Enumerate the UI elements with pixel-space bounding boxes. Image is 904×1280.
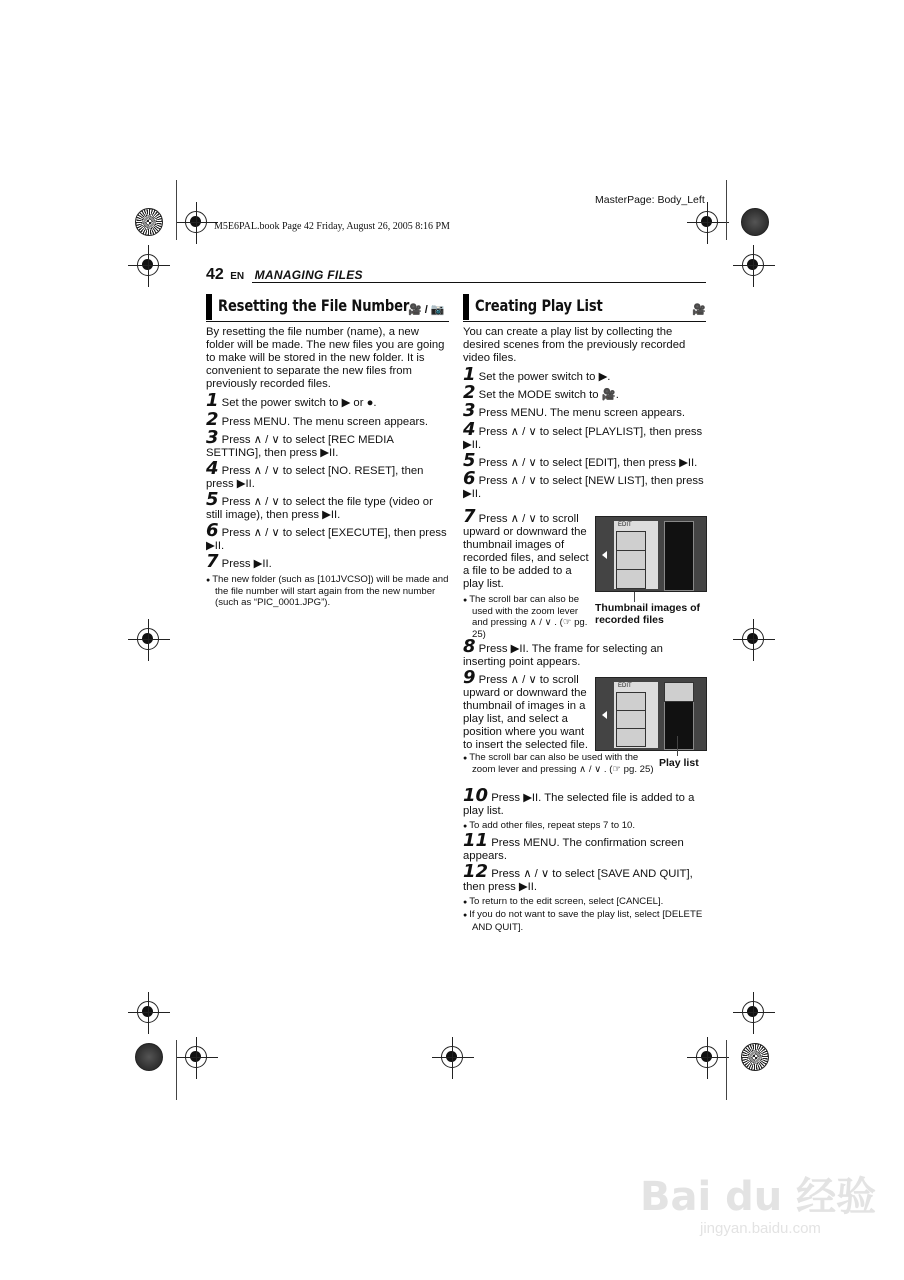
crosshair-target xyxy=(185,211,207,233)
registration-rosette xyxy=(135,1043,163,1071)
fig2-caption: Play list xyxy=(659,757,699,769)
left-heading: Resetting the File Number xyxy=(218,296,410,315)
registration-rosette xyxy=(135,208,163,236)
watermark-logo: Bai du 经验 xyxy=(640,1174,877,1220)
note-12b: ● If you do not want to save the play list, select [DELETE AND QUIT]. xyxy=(463,909,706,933)
video-still-icons: 🎥 / 📷 xyxy=(408,304,445,316)
right-intro: You can create a play list by collecting the desired scenes from the previously recorded video files. xyxy=(463,326,686,365)
left-step: 2 Press MENU. The menu screen appears. xyxy=(206,408,429,430)
header-rule xyxy=(252,282,706,283)
left-step: 4 Press ∧ / ∨ to select [NO. RESET], then press ▶II. xyxy=(206,457,424,490)
right-step-9: 9 Press ∧ / ∨ to scroll upward or downward the thumbnail of images in a play list, and select a position where you want to insert the selected file. xyxy=(463,667,588,752)
left-step: 7 Press ▶II. xyxy=(206,551,272,573)
language-code: EN xyxy=(230,271,245,282)
left-step: 3 Press ∧ / ∨ to select [REC MEDIA SETTING], then press ▶II. xyxy=(206,426,394,459)
book-info-line: M5E6PAL.book Page 42 Friday, August 26, 2005 8:16 PM xyxy=(214,221,450,232)
registration-rosette xyxy=(741,1043,769,1071)
right-step: 5 Press ∧ / ∨ to select [EDIT], then press ▶II. xyxy=(463,449,698,471)
crosshair-target xyxy=(137,254,159,276)
right-step: 6 Press ∧ / ∨ to select [NEW LIST], then press ▶II. xyxy=(463,467,704,500)
heading-bar xyxy=(463,294,469,320)
registration-rosette xyxy=(741,208,769,236)
right-step: 3 Press MENU. The menu screen appears. xyxy=(463,400,686,422)
right-column-top xyxy=(463,326,706,503)
right-step: 4 Press ∧ / ∨ to select [PLAYLIST], then press ▶II. xyxy=(463,418,703,451)
crosshair-target xyxy=(742,628,764,650)
left-note: ● The new folder (such as [101JVCSO]) will be made and the file number will start again from the new number (such as “PIC_0001.JPG”). xyxy=(206,574,449,609)
crosshair-target xyxy=(742,1001,764,1023)
lcd-thumbnail-screen xyxy=(595,516,707,592)
right-step: 1 Set the power switch to ▶. xyxy=(463,364,611,386)
left-step: 6 Press ∧ / ∨ to select [EXECUTE], then press ▶II. xyxy=(206,520,447,553)
note-10: ● To add other files, repeat steps 7 to 10. xyxy=(463,820,706,832)
heading-bar xyxy=(206,294,212,320)
crosshair-target xyxy=(137,1001,159,1023)
crosshair-target xyxy=(696,1046,718,1068)
crosshair-target xyxy=(137,628,159,650)
crosshair-target xyxy=(441,1046,463,1068)
right-heading: Creating Play List xyxy=(475,296,603,315)
fig1-caption: Thumbnail images of recorded files xyxy=(595,602,701,626)
crosshair-target xyxy=(185,1046,207,1068)
note-9: ● The scroll bar can also be used with the zoom lever and pressing ∧ / ∨ . (☞ pg. 25) xyxy=(463,752,663,777)
right-step-8: 8 Press ▶II. The frame for selecting an inserting point appears. xyxy=(463,636,663,669)
right-column-bottom: 10 Press ▶II. The selected file is added to a play list. ● To add other files, repeat steps 7 to 10. 11 Press MENU. The confirmation screen appears. 12 Press ∧ / ∨ to select [SAVE AND QUIT], then press ▶II. ● To return to the edit screen, select [CANCEL]. ● If you do not want to save the play list, select [DELETE AND QUIT]. xyxy=(463,789,706,934)
left-step: 5 Press ∧ / ∨ to select the file type (video or still image), then press ▶II. xyxy=(206,489,433,522)
right-step-7: 7 Press ∧ / ∨ to scroll upward or downward the thumbnail images of recorded files, and select a file to be added to a play list. ● The scroll bar can also be used with the zoom lever and pressing ∧ / ∨ . (☞ pg. 25) xyxy=(463,510,591,641)
note-7: ● The scroll bar can also be used with the zoom lever and pressing ∧ / ∨ . (☞ pg. 25) xyxy=(463,594,591,641)
page-number: 42 xyxy=(206,266,224,283)
lcd-label: EDIT xyxy=(618,522,632,528)
video-icon: 🎥 xyxy=(692,304,706,316)
right-step: 2 Set the MODE switch to 🎥. xyxy=(463,382,619,404)
note-12a: ● To return to the edit screen, select [CANCEL]. xyxy=(463,896,706,908)
masterpage-label: MasterPage: Body_Left xyxy=(595,194,705,206)
crosshair-target xyxy=(742,254,764,276)
section-title: MANAGING FILES xyxy=(254,268,363,282)
left-column xyxy=(206,326,449,610)
watermark-url: jingyan.baidu.com xyxy=(700,1220,821,1237)
lcd-playlist-screen: EDIT xyxy=(595,677,707,751)
left-step: 1 Set the power switch to ▶ or ●. xyxy=(206,390,377,412)
left-intro: By resetting the file number (name), a new folder will be made. The new files you are going to make will be stored in the new folder. It is convenient to separate the new files from previously recorded files. xyxy=(206,326,445,391)
crosshair-target xyxy=(696,211,718,233)
